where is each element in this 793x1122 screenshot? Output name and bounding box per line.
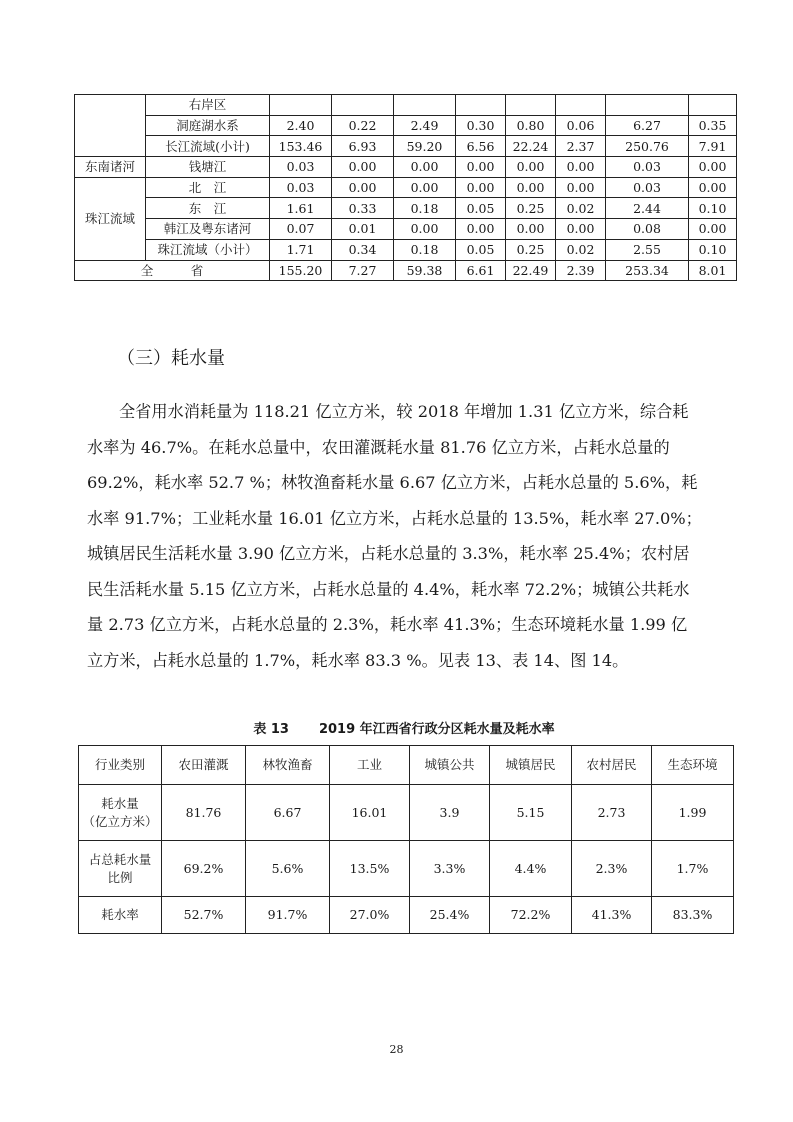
value-cell bbox=[606, 95, 689, 116]
value-cell bbox=[332, 95, 394, 116]
value-cell: 0.00 bbox=[394, 219, 456, 240]
table-row bbox=[75, 177, 737, 198]
header-cell: 城镇居民 bbox=[490, 746, 572, 785]
value-cell: 0.18 bbox=[394, 198, 456, 219]
value-cell: 2.37 bbox=[556, 136, 606, 157]
value-cell: 6.27 bbox=[606, 115, 689, 136]
row-label-line: 占总耗水量 bbox=[88, 851, 152, 867]
value-cell: 0.00 bbox=[506, 177, 556, 198]
value-cell: 27.0% bbox=[330, 897, 410, 934]
value-cell: 2.40 bbox=[270, 115, 332, 136]
table-caption-title: 2019 年江西省行政分区耗水量及耗水率 bbox=[318, 722, 555, 737]
value-cell: 0.18 bbox=[394, 239, 456, 260]
value-cell: 0.80 bbox=[506, 115, 556, 136]
value-cell: 16.01 bbox=[330, 785, 410, 841]
row-label bbox=[79, 785, 162, 841]
subregion-cell: 钱塘江 bbox=[146, 157, 270, 178]
value-cell: 0.00 bbox=[506, 157, 556, 178]
value-cell: 0.03 bbox=[270, 177, 332, 198]
value-cell: 0.07 bbox=[270, 219, 332, 240]
value-cell: 1.71 bbox=[270, 239, 332, 260]
header-cell: 行业类别 bbox=[79, 746, 162, 785]
paragraph-line: 城镇居民生活耗水量 3.90 亿立方米，占耗水总量的 3.3%，耗水率 25.4%；农村居 bbox=[87, 544, 690, 563]
value-cell: 72.2% bbox=[490, 897, 572, 934]
value-cell: 153.46 bbox=[270, 136, 332, 157]
value-cell: 0.34 bbox=[332, 239, 394, 260]
subregion-cell: 右岸区 bbox=[146, 95, 270, 116]
paragraph-line: 立方米，占耗水总量的 1.7%，耗水率 83.3 %。见表 13、表 14、图 14。 bbox=[87, 650, 629, 670]
value-cell: 0.00 bbox=[556, 177, 606, 198]
value-cell: 6.67 bbox=[246, 785, 330, 841]
row-label-line: 比例 bbox=[107, 869, 133, 885]
value-cell bbox=[556, 95, 606, 116]
value-cell: 0.00 bbox=[332, 157, 394, 178]
value-cell: 2.44 bbox=[606, 198, 689, 219]
section-heading: （三）耗水量 bbox=[117, 348, 225, 369]
value-cell: 6.93 bbox=[332, 136, 394, 157]
header-cell: 城镇公共 bbox=[410, 746, 490, 785]
value-cell: 0.00 bbox=[506, 219, 556, 240]
value-cell: 5.15 bbox=[490, 785, 572, 841]
region-cell bbox=[75, 95, 146, 157]
value-cell: 2.39 bbox=[556, 260, 606, 281]
table-row bbox=[75, 198, 737, 219]
value-cell: 0.03 bbox=[606, 177, 689, 198]
value-cell: 5.6% bbox=[246, 841, 330, 897]
value-cell: 0.00 bbox=[394, 177, 456, 198]
paragraph-line: 民生活耗水量 5.15 亿立方米，占耗水总量的 4.4%，耗水率 72.2%；城镇公共耗水 bbox=[87, 579, 690, 599]
water-use-table-continued bbox=[74, 94, 737, 281]
table-row bbox=[79, 785, 734, 841]
table-caption bbox=[84, 718, 724, 737]
paragraph-line: 全省用水消耗量为 118.21 亿立方米，较 2018 年增加 1.31 亿立方米，综合耗 bbox=[119, 402, 689, 421]
value-cell: 0.00 bbox=[689, 157, 737, 178]
value-cell: 0.35 bbox=[689, 115, 737, 136]
value-cell: 7.27 bbox=[332, 260, 394, 281]
page-number: 28 bbox=[389, 1043, 404, 1056]
value-cell: 250.76 bbox=[606, 136, 689, 157]
value-cell: 0.02 bbox=[556, 239, 606, 260]
table-row bbox=[79, 841, 734, 897]
value-cell bbox=[270, 95, 332, 116]
value-cell: 0.05 bbox=[456, 239, 506, 260]
subregion-cell: 洞庭湖水系 bbox=[146, 115, 270, 136]
value-cell: 0.03 bbox=[270, 157, 332, 178]
row-label-line: 耗水量 bbox=[101, 795, 139, 811]
value-cell: 83.3% bbox=[652, 897, 734, 934]
value-cell: 4.4% bbox=[490, 841, 572, 897]
value-cell: 0.00 bbox=[332, 177, 394, 198]
value-cell: 3.9 bbox=[410, 785, 490, 841]
header-cell: 农田灌溉 bbox=[162, 746, 246, 785]
value-cell: 52.7% bbox=[162, 897, 246, 934]
value-cell: 0.33 bbox=[332, 198, 394, 219]
subregion-cell: 韩江及粤东诸河 bbox=[146, 219, 270, 240]
value-cell: 6.61 bbox=[456, 260, 506, 281]
value-cell: 253.34 bbox=[606, 260, 689, 281]
value-cell: 0.00 bbox=[456, 219, 506, 240]
value-cell: 1.7% bbox=[652, 841, 734, 897]
subregion-cell: 北 江 bbox=[146, 177, 270, 198]
row-label bbox=[79, 841, 162, 897]
header-cell: 林牧渔畜 bbox=[246, 746, 330, 785]
value-cell: 0.00 bbox=[394, 157, 456, 178]
value-cell: 0.25 bbox=[506, 198, 556, 219]
value-cell: 0.30 bbox=[456, 115, 506, 136]
value-cell: 155.20 bbox=[270, 260, 332, 281]
value-cell: 0.00 bbox=[689, 219, 737, 240]
table-caption-label: 表 13 bbox=[253, 722, 289, 737]
value-cell: 0.00 bbox=[456, 157, 506, 178]
value-cell: 69.2% bbox=[162, 841, 246, 897]
value-cell: 0.06 bbox=[556, 115, 606, 136]
paragraph-line: 水率为 46.7%。在耗水总量中，农田灌溉耗水量 81.76 亿立方米，占耗水总量的 bbox=[87, 437, 670, 457]
value-cell: 25.4% bbox=[410, 897, 490, 934]
header-cell: 工业 bbox=[330, 746, 410, 785]
row-label-line: 耗水率 bbox=[101, 907, 139, 922]
subregion-cell: 珠江流域（小计） bbox=[146, 239, 270, 260]
total-row bbox=[75, 260, 737, 281]
value-cell: 0.00 bbox=[556, 219, 606, 240]
value-cell: 2.73 bbox=[572, 785, 652, 841]
value-cell bbox=[689, 95, 737, 116]
value-cell: 59.38 bbox=[394, 260, 456, 281]
value-cell: 2.49 bbox=[394, 115, 456, 136]
value-cell: 13.5% bbox=[330, 841, 410, 897]
value-cell: 0.03 bbox=[606, 157, 689, 178]
subregion-cell: 长江流域(小计) bbox=[146, 136, 270, 157]
table-row bbox=[75, 136, 737, 157]
value-cell: 0.00 bbox=[456, 177, 506, 198]
paragraph-line: 69.2%，耗水率 52.7 %；林牧渔畜耗水量 6.67 亿立方米，占耗水总量的 5.6%，耗 bbox=[87, 473, 698, 492]
value-cell: 0.10 bbox=[689, 198, 737, 219]
region-cell: 珠江流域 bbox=[75, 177, 146, 260]
header-cell: 农村居民 bbox=[572, 746, 652, 785]
value-cell: 8.01 bbox=[689, 260, 737, 281]
table-row bbox=[75, 219, 737, 240]
value-cell bbox=[456, 95, 506, 116]
value-cell: 59.20 bbox=[394, 136, 456, 157]
table-row bbox=[75, 115, 737, 136]
value-cell: 2.3% bbox=[572, 841, 652, 897]
header-cell: 生态环境 bbox=[652, 746, 734, 785]
value-cell: 0.08 bbox=[606, 219, 689, 240]
value-cell bbox=[394, 95, 456, 116]
row-label bbox=[79, 897, 162, 934]
row-label-line: （亿立方米） bbox=[82, 813, 158, 829]
region-cell: 东南诸河 bbox=[75, 157, 146, 178]
subregion-cell: 东 江 bbox=[146, 198, 270, 219]
value-cell: 0.05 bbox=[456, 198, 506, 219]
value-cell: 1.99 bbox=[652, 785, 734, 841]
value-cell: 1.61 bbox=[270, 198, 332, 219]
value-cell: 0.01 bbox=[332, 219, 394, 240]
value-cell: 22.49 bbox=[506, 260, 556, 281]
value-cell: 41.3% bbox=[572, 897, 652, 934]
consumption-table bbox=[78, 745, 734, 934]
paragraph-line: 水率 91.7%；工业耗水量 16.01 亿立方米，占耗水总量的 13.5%，耗水率 27.0%； bbox=[87, 508, 702, 528]
table-row bbox=[75, 95, 737, 116]
paragraph-line: 量 2.73 亿立方米，占耗水总量的 2.3%，耗水率 41.3%；生态环境耗水量 1.99 亿 bbox=[87, 615, 688, 634]
value-cell: 0.10 bbox=[689, 239, 737, 260]
value-cell: 2.55 bbox=[606, 239, 689, 260]
total-label: 全 省 bbox=[75, 260, 270, 281]
value-cell: 81.76 bbox=[162, 785, 246, 841]
table-row bbox=[79, 897, 734, 934]
value-cell: 0.00 bbox=[556, 157, 606, 178]
value-cell: 0.00 bbox=[689, 177, 737, 198]
value-cell: 91.7% bbox=[246, 897, 330, 934]
table-header-row bbox=[79, 746, 734, 785]
value-cell bbox=[506, 95, 556, 116]
value-cell: 3.3% bbox=[410, 841, 490, 897]
value-cell: 7.91 bbox=[689, 136, 737, 157]
value-cell: 6.56 bbox=[456, 136, 506, 157]
value-cell: 0.22 bbox=[332, 115, 394, 136]
value-cell: 0.02 bbox=[556, 198, 606, 219]
table-row bbox=[75, 157, 737, 178]
body-paragraph bbox=[87, 394, 743, 678]
value-cell: 22.24 bbox=[506, 136, 556, 157]
table-row bbox=[75, 239, 737, 260]
value-cell: 0.25 bbox=[506, 239, 556, 260]
